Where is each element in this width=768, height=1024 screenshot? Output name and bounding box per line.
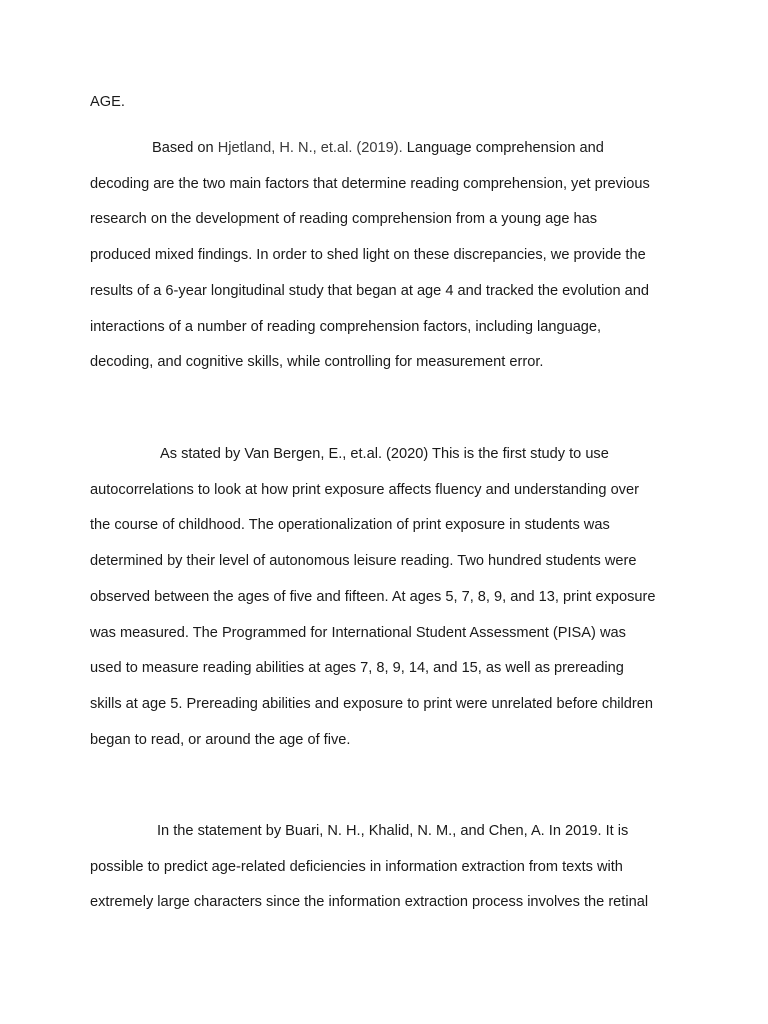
paragraph-1-line-5: results of a 6-year longitudinal study that began at age 4 and tracked the evolution and xyxy=(90,283,649,299)
paragraph-1-line-6: interactions of a number of reading comprehension factors, including language, xyxy=(90,319,602,335)
paragraph-2-line-4: determined by their level of autonomous leisure reading. Two hundred students were xyxy=(90,553,637,569)
paragraph-2-line-7: used to measure reading abilities at ages 7, 8, 9, 14, and 15, as well as prereading xyxy=(90,660,624,676)
paragraph-1-line-1-tail: Language comprehension and xyxy=(402,140,604,156)
paragraph-1-line-2: decoding are the two main factors that determine reading comprehension, yet previous xyxy=(90,176,650,192)
paragraph-1-line-3: research on the development of reading comprehension from a young age has xyxy=(90,211,598,227)
paragraph-2-line-2: autocorrelations to look at how print exposure affects fluency and understanding over xyxy=(90,482,639,498)
paragraph-2-line-8: skills at age 5. Prereading abilities and exposure to print were unrelated before children xyxy=(90,696,653,712)
paragraph-2-line-3: the course of childhood. The operationalization of print exposure in students was xyxy=(90,517,610,533)
paragraph-1-line-4: produced mixed findings. In order to shed light on these discrepancies, we provide the xyxy=(90,247,646,263)
paragraph-2-line-9: began to read, or around the age of five. xyxy=(90,732,351,748)
citation-hjetland: Hjetland, H. N., et.al. (2019). xyxy=(217,140,403,156)
paragraph-1-lead-text: Based on xyxy=(152,140,218,156)
paragraph-2-line-1: As stated by Van Bergen, E., et.al. (2020) This is the first study to use xyxy=(160,446,609,462)
paragraph-2-line-6: was measured. The Programmed for International Student Assessment (PISA) was xyxy=(90,625,626,641)
paragraph-1-line-7: decoding, and cognitive skills, while controlling for measurement error. xyxy=(90,354,544,370)
paragraph-3-line-1: In the statement by Buari, N. H., Khalid, N. M., and Chen, A. In 2019. It is xyxy=(157,823,629,839)
heading-fragment: AGE. xyxy=(90,94,125,110)
paragraph-3-line-3: extremely large characters since the information extraction process involves the retinal xyxy=(90,894,649,910)
paragraph-1-line-1 xyxy=(152,139,604,157)
paragraph-2-line-5: observed between the ages of five and fifteen. At ages 5, 7, 8, 9, and 13, print exposure xyxy=(90,589,656,605)
paragraph-3-line-2: possible to predict age-related deficiencies in information extraction from texts with xyxy=(90,859,623,875)
